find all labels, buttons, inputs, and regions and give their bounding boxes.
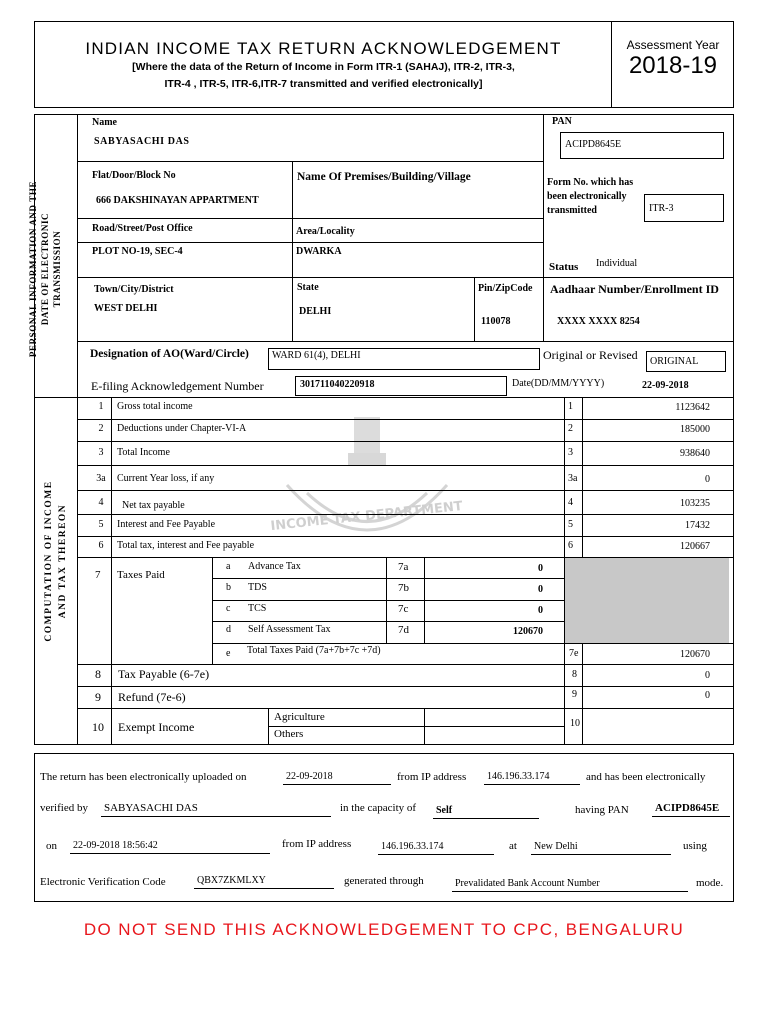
generated-via: Prevalidated Bank Account Number bbox=[452, 877, 688, 892]
tax-label: Self Assessment Tax bbox=[248, 624, 331, 635]
tax-ref: 7b bbox=[398, 582, 409, 594]
section-divider bbox=[34, 397, 734, 398]
side-label-computation: COMPUTATION OF INCOME AND TAX THEREON bbox=[44, 480, 68, 642]
tax-letter: b bbox=[226, 582, 231, 593]
form-no-value: ITR-3 bbox=[649, 203, 674, 214]
exempt-ref: 10 bbox=[570, 718, 580, 729]
row-number: 1 bbox=[98, 401, 104, 412]
row-ref: 3a bbox=[568, 473, 578, 484]
tax-value: 120670 bbox=[513, 626, 543, 637]
having-pan-label: having PAN bbox=[575, 804, 629, 816]
tax-label: TDS bbox=[248, 582, 267, 593]
orig-rev-label: Original or Revised bbox=[543, 348, 638, 362]
row-label: Deductions under Chapter-VI-A bbox=[117, 423, 247, 434]
row-value: 0 bbox=[705, 474, 710, 485]
efiling-label: E-filing Acknowledgement Number bbox=[91, 379, 264, 393]
total-taxes-ref: 7e bbox=[569, 648, 579, 659]
total-taxes-value: 120670 bbox=[680, 649, 710, 660]
verif-line1-prefix: The return has been electronically uploaded on bbox=[40, 771, 247, 783]
form-subtitle-2: ITR-4 , ITR-5, ITR-6,ITR-7 transmitted and verified electronically] bbox=[164, 78, 483, 90]
row-value: 185000 bbox=[680, 424, 710, 435]
row-value: 1123642 bbox=[675, 402, 710, 413]
state-label: State bbox=[297, 282, 319, 293]
from-ip-label: from IP address bbox=[282, 838, 352, 850]
taxes-paid-no: 7 bbox=[95, 569, 101, 581]
state-value: DELHI bbox=[299, 306, 332, 317]
row-number: 4 bbox=[98, 497, 104, 508]
row-ref: 1 bbox=[568, 401, 573, 412]
tax-payable-ref: 8 bbox=[572, 669, 577, 680]
row-label: Total Income bbox=[117, 447, 170, 458]
tax-letter: a bbox=[226, 561, 231, 572]
refund-label: Refund (7e-6) bbox=[118, 690, 186, 704]
ao-value: WARD 61(4), DELHI bbox=[272, 350, 361, 361]
row-ref: 5 bbox=[568, 519, 573, 530]
pin-label: Pin/ZipCode bbox=[478, 283, 533, 294]
refund-no: 9 bbox=[95, 690, 101, 704]
tax-ref: 7d bbox=[398, 624, 409, 636]
date-label: Date(DD/MM/YYYY) bbox=[512, 378, 605, 389]
row-number: 5 bbox=[98, 519, 104, 530]
svg-text:INCOME TAX DEPARTMENT: INCOME TAX DEPARTMENT bbox=[269, 498, 464, 535]
row-label: Total tax, interest and Fee payable bbox=[117, 540, 255, 551]
evc-label: Electronic Verification Code bbox=[40, 876, 166, 888]
having-pan: ACIPD8645E bbox=[652, 802, 730, 817]
efiling-value: 301711040220918 bbox=[300, 379, 375, 390]
upload-ip: 146.196.33.174 bbox=[484, 770, 580, 785]
verif-line1-mid: from IP address bbox=[397, 771, 467, 783]
pin-value: 110078 bbox=[481, 316, 511, 327]
date-value: 22-09-2018 bbox=[642, 380, 689, 391]
town-value: WEST DELHI bbox=[94, 303, 158, 314]
row-ref: 6 bbox=[568, 540, 573, 551]
capacity: Self bbox=[433, 804, 539, 819]
orig-rev-value: ORIGINAL bbox=[650, 356, 699, 367]
agriculture-label: Agriculture bbox=[274, 711, 325, 723]
tax-payable-label: Tax Payable (6-7e) bbox=[118, 667, 210, 681]
tax-ref: 7a bbox=[398, 561, 409, 573]
generated-label: generated through bbox=[344, 875, 424, 887]
row-value: 103235 bbox=[680, 498, 710, 509]
others-label: Others bbox=[274, 728, 304, 740]
status-label: Status bbox=[549, 261, 579, 273]
location: New Delhi bbox=[531, 840, 671, 855]
tax-payable-value: 0 bbox=[705, 670, 710, 681]
premises-label: Name Of Premises/Building/Village bbox=[297, 171, 471, 183]
tax-letter: d bbox=[226, 624, 231, 635]
row-number: 2 bbox=[98, 423, 104, 434]
row-number: 3a bbox=[96, 473, 106, 484]
town-label: Town/City/District bbox=[94, 284, 174, 295]
verified-by-label: verified by bbox=[40, 802, 88, 814]
row-label: Gross total income bbox=[117, 401, 193, 412]
form-no-box bbox=[644, 194, 724, 222]
tax-ref: 7c bbox=[398, 603, 409, 615]
tax-letter: c bbox=[226, 603, 231, 614]
verify-ip: 146.196.33.174 bbox=[378, 840, 494, 855]
at-label: at bbox=[509, 840, 517, 852]
row-label: Interest and Fee Payable bbox=[117, 519, 216, 530]
pan-label: PAN bbox=[552, 116, 572, 127]
on-label: on bbox=[46, 840, 57, 852]
exempt-no: 10 bbox=[92, 720, 104, 734]
tax-value: 0 bbox=[538, 605, 543, 616]
verified-by: SABYASACHI DAS bbox=[101, 802, 331, 817]
mode-label: mode. bbox=[696, 877, 724, 889]
form-subtitle-1: [Where the data of the Return of Income in Form ITR-1 (SAHAJ), ITR-2, ITR-3, bbox=[132, 61, 515, 73]
upload-date: 22-09-2018 bbox=[283, 770, 391, 785]
area-label: Area/Locality bbox=[296, 226, 355, 237]
footer-notice: DO NOT SEND THIS ACKNOWLEDGEMENT TO CPC, BENGALURU bbox=[83, 920, 685, 939]
name-label: Name bbox=[92, 117, 117, 128]
tax-value: 0 bbox=[538, 584, 543, 595]
capacity-label: in the capacity of bbox=[340, 802, 417, 814]
tax-label: TCS bbox=[248, 603, 267, 614]
row-ref: 3 bbox=[568, 447, 573, 458]
ao-value-box bbox=[268, 348, 540, 370]
row-value: 938640 bbox=[680, 448, 710, 459]
tax-payable-no: 8 bbox=[95, 667, 101, 681]
pan-value: ACIPD8645E bbox=[565, 139, 622, 150]
refund-value: 0 bbox=[705, 690, 710, 701]
road-label: Road/Street/Post Office bbox=[92, 223, 193, 234]
tax-label: Advance Tax bbox=[248, 561, 301, 572]
aadhaar-label: Aadhaar Number/Enrollment ID bbox=[550, 282, 719, 296]
total-taxes-label: Total Taxes Paid (7a+7b+7c +7d) bbox=[247, 645, 381, 656]
verif-line1-suffix: and has been electronically bbox=[586, 771, 706, 783]
row-label: Net tax payable bbox=[122, 500, 185, 511]
form-no-label: Form No. which has been electronically transmitted bbox=[547, 177, 634, 216]
exempt-label: Exempt Income bbox=[118, 720, 195, 734]
row-number: 6 bbox=[98, 540, 104, 551]
efiling-box bbox=[295, 376, 507, 396]
orig-rev-box bbox=[646, 351, 726, 372]
total-taxes-letter: e bbox=[226, 648, 231, 659]
form-title: INDIAN INCOME TAX RETURN ACKNOWLEDGEMENT bbox=[85, 39, 562, 58]
status-value: Individual bbox=[596, 258, 638, 269]
row-ref: 4 bbox=[568, 497, 573, 508]
taxes-paid-label: Taxes Paid bbox=[117, 569, 165, 581]
verified-on: 22-09-2018 18:56:42 bbox=[70, 839, 270, 854]
area-value: DWARKA bbox=[296, 246, 342, 257]
row-label: Current Year loss, if any bbox=[117, 473, 215, 484]
row-number: 3 bbox=[98, 447, 104, 458]
assessment-year-label: Assessment Year bbox=[626, 38, 720, 52]
assessment-year: 2018-19 bbox=[628, 52, 718, 79]
tax-value: 0 bbox=[538, 563, 543, 574]
evc-value: QBX7ZKMLXY bbox=[194, 874, 334, 889]
flat-label: Flat/Door/Block No bbox=[92, 170, 176, 181]
road-value: PLOT NO-19, SEC-4 bbox=[92, 246, 183, 257]
side-divider bbox=[77, 114, 78, 744]
aadhaar-value: XXXX XXXX 8254 bbox=[557, 316, 640, 327]
shaded-area bbox=[565, 558, 729, 643]
row-ref: 2 bbox=[568, 423, 573, 434]
taxpayer-name: SABYASACHI DAS bbox=[94, 136, 190, 147]
ao-label: Designation of AO(Ward/Circle) bbox=[90, 348, 249, 360]
flat-value: 666 DAKSHINAYAN APPARTMENT bbox=[96, 195, 259, 206]
refund-ref: 9 bbox=[572, 689, 577, 700]
pan-value-box bbox=[560, 132, 724, 159]
row-value: 120667 bbox=[680, 541, 710, 552]
row-value: 17432 bbox=[685, 520, 710, 531]
using-label: using bbox=[683, 840, 707, 852]
side-label-personal: PERSONAL INFORMATION AND THE DATE OF ELECTRONIC TRANSMISSION bbox=[28, 180, 62, 358]
